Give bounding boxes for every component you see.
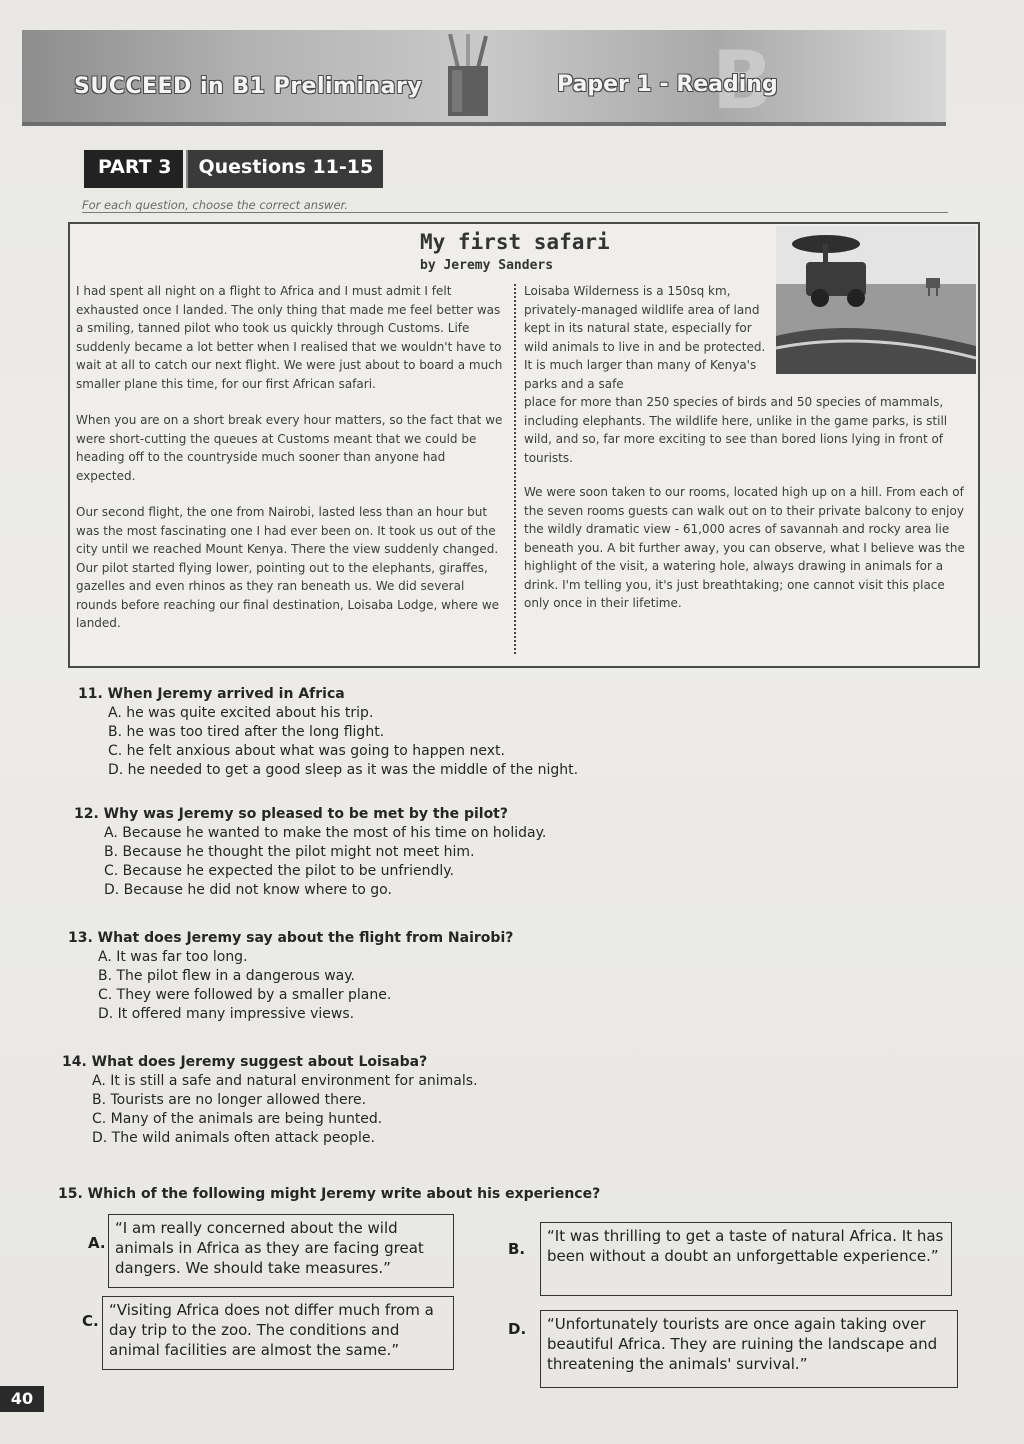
- instruction: For each question, choose the correct answer.: [82, 198, 348, 212]
- option-a[interactable]: A. It was far too long.: [98, 949, 248, 965]
- column-divider: [514, 284, 516, 654]
- option-d[interactable]: D. he needed to get a good sleep as it was the middle of the night.: [108, 762, 579, 778]
- question-13: [68, 930, 513, 1022]
- option-b[interactable]: B. The pilot flew in a dangerous way.: [98, 968, 355, 984]
- question-stem: 11. When Jeremy arrived in Africa: [78, 686, 345, 702]
- banner-watermark: B: [712, 34, 773, 126]
- answer-box-c[interactable]: “Visiting Africa does not differ much from a day trip to the zoo. The conditions and animal facilities are almost the same.”: [102, 1296, 454, 1370]
- option-a[interactable]: A. It is still a safe and natural environment for animals.: [92, 1073, 478, 1089]
- article-byline: by Jeremy Sanders: [420, 258, 554, 273]
- option-c[interactable]: C. Many of the animals are being hunted.: [92, 1111, 383, 1127]
- header-banner: [22, 30, 946, 126]
- part-label: [84, 150, 383, 188]
- pencil-cup-icon: [440, 34, 496, 118]
- article-paragraph: Our second flight, the one from Nairobi, lasted less than an hour but was the most fascinating one I had ever been on. It took us out of the city until we reached Mount Kenya. There the view suddenly changed. Our pilot started flying lower, pointing out to the elephants, giraffes, gazelles and even rhinos as they ran beneath us. We did several rounds before reaching our final destination, Loisaba Lodge, where we landed.: [76, 505, 500, 630]
- article-title: My first safari: [420, 230, 610, 254]
- article-right-column: [524, 282, 970, 629]
- question-stem: 13. What does Jeremy say about the flight from Nairobi?: [68, 930, 514, 946]
- series-title: SUCCEED in B1 Preliminary: [74, 74, 423, 99]
- divider: [82, 212, 948, 213]
- answer-box-b[interactable]: “It was thrilling to get a taste of natural Africa. It has been without a doubt an unforgettable experience.”: [540, 1222, 952, 1296]
- article-box: [68, 222, 980, 668]
- article-paragraph: When you are on a short break every hour matters, so the fact that we were short-cutting the queues at Customs meant that we could be heading off to the countryside much sooner than anyone had expected.: [76, 413, 503, 483]
- question-12: [74, 806, 546, 898]
- option-b[interactable]: B. he was too tired after the long flight.: [108, 724, 385, 740]
- option-c[interactable]: C. he felt anxious about what was going to happen next.: [108, 743, 505, 759]
- option-b[interactable]: B. Because he thought the pilot might not meet him.: [104, 844, 475, 860]
- article-left-column: [76, 282, 504, 651]
- answer-box-d[interactable]: “Unfortunately tourists are once again taking over beautiful Africa. They are ruining the landscape and threatening the animals' survival.”: [540, 1310, 958, 1388]
- option-c[interactable]: C. Because he expected the pilot to be unfriendly.: [104, 863, 454, 879]
- question-15: [58, 1186, 600, 1202]
- answer-label-b: B.: [508, 1240, 526, 1258]
- question-11: [78, 686, 578, 778]
- option-a[interactable]: A. Because he wanted to make the most of his time on holiday.: [104, 825, 547, 841]
- questions-range: Questions 11-15: [186, 150, 383, 188]
- part-number: PART 3: [84, 150, 183, 188]
- question-14: [62, 1054, 478, 1146]
- option-c[interactable]: C. They were followed by a smaller plane.: [98, 987, 392, 1003]
- article-paragraph: We were soon taken to our rooms, located high up on a hill. From each of the seven rooms guests can walk out on to their private balcony to enjoy the wildly dramatic view - 61,000 acres of savannah and rocky area lie beneath you. A bit further away, you can observe, what I believe was the highlight of the visit, a watering hole, always drawing in animals for a drink. I'm telling you, it's just breathtaking; one cannot visit this place only once in their lifetime.: [524, 485, 965, 610]
- article-paragraph-continued: place for more than 250 species of birds and 50 species of mammals, including elephants. The wildlife here, unlike in the game parks, is still wild, and so, far more exciting to see than bored lions lying in front of tourists.: [524, 395, 948, 465]
- option-d[interactable]: D. It offered many impressive views.: [98, 1006, 355, 1022]
- question-stem: 14. What does Jeremy suggest about Loisaba?: [62, 1054, 428, 1070]
- answer-box-a[interactable]: “I am really concerned about the wild animals in Africa as they are facing great dangers. We should take measures.”: [108, 1214, 454, 1288]
- answer-label-d: D.: [508, 1320, 527, 1338]
- article-paragraph: I had spent all night on a flight to Africa and I must admit I felt exhausted once I landed. The only thing that made me feel better was a smiling, tanned pilot who took us quickly through Customs. Life suddenly became a lot better when I realised that we wouldn't have to wait at all to catch our next flight. We were just about to board a much smaller plane this time, for our first African safari.: [76, 284, 503, 391]
- answer-label-a: A.: [88, 1234, 106, 1252]
- article-paragraph: Loisaba Wilderness is a 150sq km, privately-managed wildlife area of land kept in its natural state, especially for wild animals to live in and be protected. It is much larger than many of Kenya's parks and a safe: [524, 284, 766, 391]
- question-stem: 12. Why was Jeremy so pleased to be met by the pilot?: [74, 806, 508, 822]
- option-d[interactable]: D. Because he did not know where to go.: [104, 882, 392, 898]
- option-b[interactable]: B. Tourists are no longer allowed there.: [92, 1092, 367, 1108]
- paper-title: Paper 1 - Reading: [557, 72, 778, 97]
- question-stem: 15. Which of the following might Jeremy write about his experience?: [58, 1186, 601, 1202]
- option-d[interactable]: D. The wild animals often attack people.: [92, 1130, 375, 1146]
- page-number: 40: [0, 1386, 44, 1412]
- answer-label-c: C.: [82, 1312, 99, 1330]
- option-a[interactable]: A. he was quite excited about his trip.: [108, 705, 374, 721]
